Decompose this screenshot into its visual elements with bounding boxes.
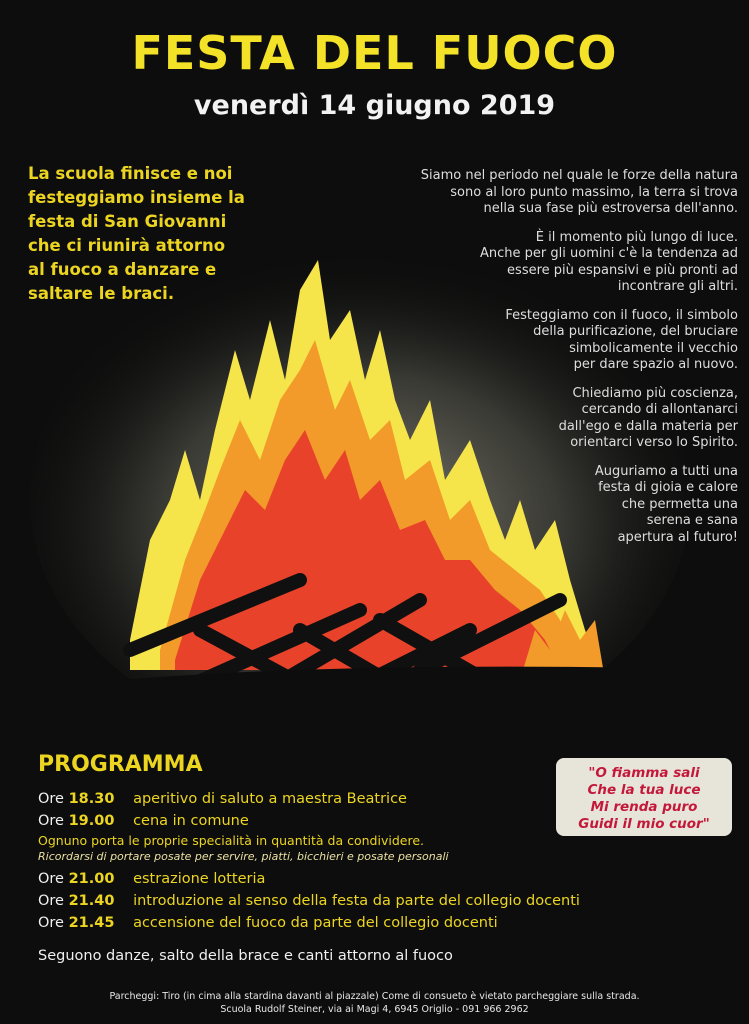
program-note: Ognuno porta le proprie specialità in quantità da condividere. [38, 833, 424, 848]
quote-line: Mi renda puro [590, 799, 698, 815]
text-line: orientarci verso lo Spirito. [570, 435, 738, 450]
quote-line: Guidi il mio cuor" [578, 816, 710, 832]
text-line: sono al loro punto massimo, la terra si trova [450, 184, 738, 200]
program-time: 18.30 [68, 791, 115, 807]
intro-line: che ci riunirà attorno [28, 236, 226, 255]
intro-line: festeggiamo insieme la [28, 188, 245, 207]
intro-text [28, 162, 268, 306]
paragraph-wishes [356, 464, 738, 547]
text-line: È il momento più lungo di luce. [535, 229, 738, 245]
program-heading: PROGRAMMA [38, 752, 203, 777]
ore-label: Ore [38, 813, 64, 829]
quote-line: Che la tua luce [587, 782, 701, 798]
program-text: introduzione al senso della festa da parte del collegio docenti [133, 893, 580, 909]
quote-line: "O fiamma sali [588, 765, 700, 781]
paragraph-nature [356, 168, 738, 218]
text-line: essere più espansivi e più pronti ad [507, 262, 738, 278]
program-time: 21.45 [68, 915, 115, 931]
text-line: serena e sana [646, 513, 738, 528]
intro-line: La scuola finisce e noi [28, 164, 233, 183]
text-line: della purificazione, del bruciare [533, 324, 738, 339]
footer-address: Scuola Rudolf Steiner, via ai Magi 4, 6945 Origlio - 091 966 2962 [220, 1004, 529, 1015]
intro-line: al fuoco a danzare e [28, 260, 217, 279]
text-line: Chiediamo più coscienza, [572, 385, 738, 401]
program-time: 21.40 [68, 893, 115, 909]
program-time: 19.00 [68, 813, 115, 829]
description-column [356, 168, 738, 558]
text-line: festa di gioia e calore [598, 480, 738, 495]
text-line: nella sua fase più estroversa dell'anno. [483, 201, 738, 216]
text-line: simbolicamente il vecchio [569, 340, 738, 356]
poster-title: FESTA DEL FUOCO [131, 26, 618, 80]
text-line: Siamo nel periodo nel quale le forze della natura [420, 168, 738, 183]
program-item [38, 912, 678, 934]
text-line: Auguriamo a tutti una [594, 463, 738, 479]
ore-label: Ore [38, 791, 64, 807]
program-note-small: Ricordarsi di portare posate per servire, piatti, bicchieri e posate personali [38, 850, 449, 863]
program-time: 21.00 [68, 871, 115, 887]
intro-line: saltare le braci. [28, 284, 175, 303]
text-line: apertura al futuro! [617, 529, 738, 545]
quote-box [556, 758, 732, 836]
footer-parking: Parcheggi: Tiro (in cima alla stardina davanti al piazzale) Come di consueto è vietato parcheggiare sulla strada. [109, 991, 640, 1002]
program-text: aperitivo di saluto a maestra Beatrice [133, 791, 407, 807]
paragraph-fire [356, 308, 738, 374]
text-line: cercando di allontanarci [581, 402, 738, 417]
program-item [38, 890, 678, 912]
program-text: cena in comune [133, 813, 249, 829]
ore-label: Ore [38, 893, 64, 909]
event-date: venerdì 14 giugno 2019 [193, 90, 556, 121]
intro-line: festa di San Giovanni [28, 212, 227, 231]
program-item [38, 868, 678, 890]
program-closing: Seguono danze, salto della brace e canti attorno al fuoco [38, 948, 453, 964]
text-line: che permetta una [621, 496, 738, 512]
text-line: incontrare gli altri. [617, 279, 738, 294]
text-line: Anche per gli uomini c'è la tendenza ad [480, 246, 738, 261]
text-line: dall'ego e dalla materia per [558, 418, 738, 434]
text-line: Festeggiamo con il fuoco, il simbolo [505, 307, 738, 323]
text-line: per dare spazio al nuovo. [573, 357, 738, 372]
program-text: estrazione lotteria [133, 871, 266, 887]
ore-label: Ore [38, 871, 64, 887]
footer [0, 990, 749, 1016]
paragraph-light [356, 230, 738, 296]
program-text: accensione del fuoco da parte del collegio docenti [133, 915, 498, 931]
ore-label: Ore [38, 915, 64, 931]
paragraph-consciousness [356, 386, 738, 452]
